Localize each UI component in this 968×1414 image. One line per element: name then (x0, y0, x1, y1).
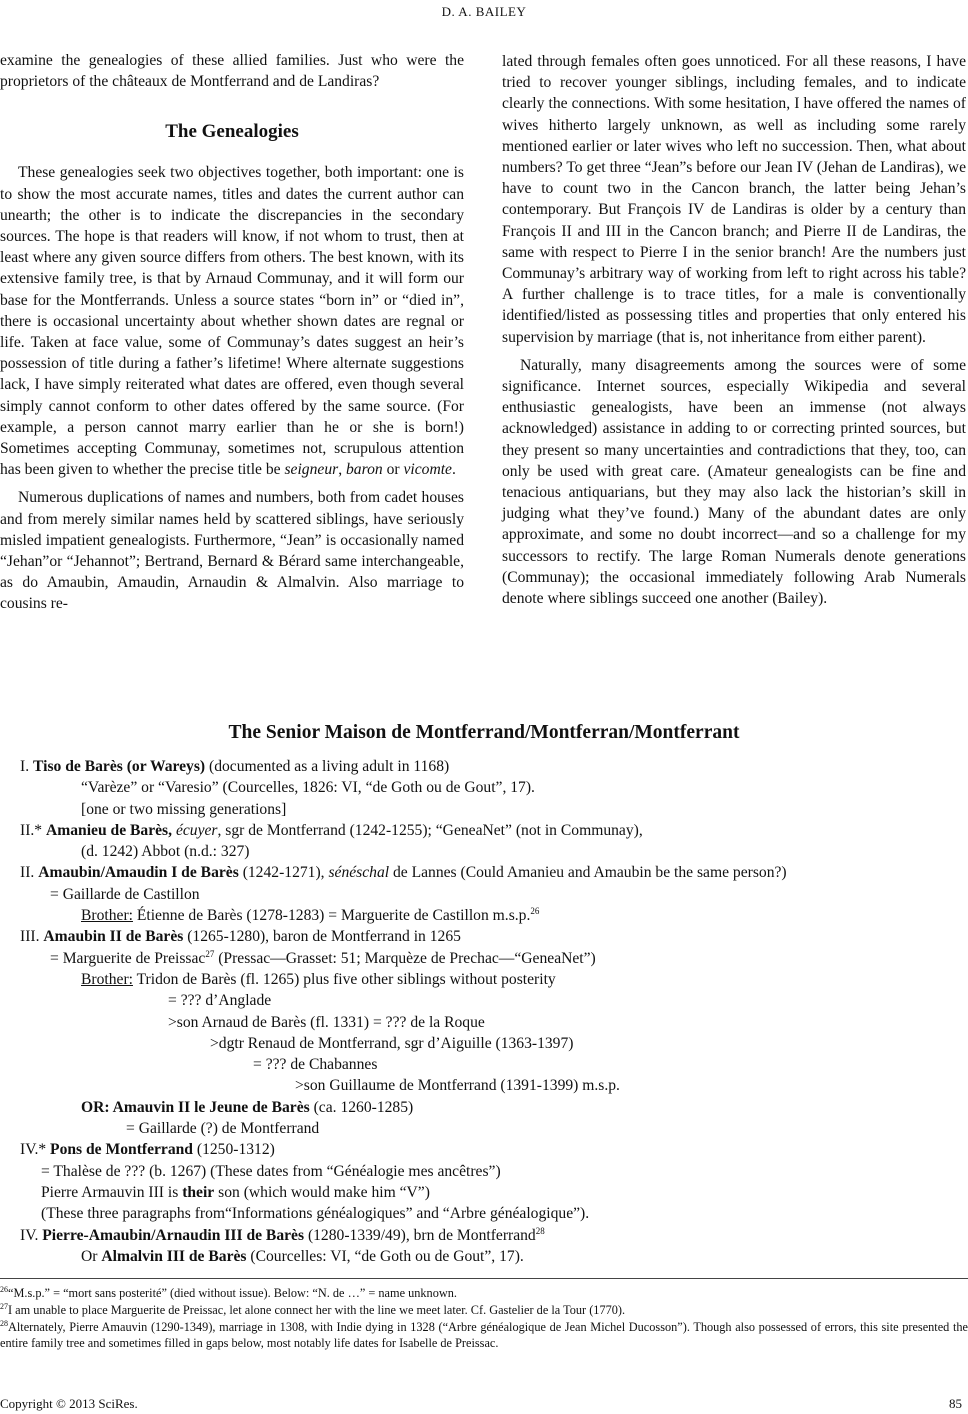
footnote-marker: 28 (0, 1318, 8, 1328)
footnote-rule (0, 1278, 968, 1279)
genealogy-text: = ??? d’Anglade (168, 992, 272, 1010)
genealogy-text: (1250-1312) (192, 1141, 275, 1159)
separator: . (451, 461, 456, 479)
footnote-ref: 27 (205, 948, 215, 959)
title-term: seigneur (284, 461, 339, 479)
genealogy-line (20, 1203, 960, 1224)
genealogy-text: III. (20, 928, 44, 946)
genealogy-text: (d. 1242) Abbot (n.d.: 327) (81, 843, 250, 861)
genealogy-line (20, 926, 960, 947)
paragraph: examine the genealogies of these allied families. Just who were the proprietors of the châteaux de Montferrand and de Landiras? (0, 52, 464, 91)
footnote-ref: 26 (530, 905, 540, 916)
genealogy-text: Pierre Armauvin III is (41, 1183, 183, 1201)
footnote-27 (0, 1302, 968, 1318)
genealogy-line (20, 1054, 960, 1075)
running-head: D. A. BAILEY (441, 4, 527, 19)
genealogy-text: “Varèze” or “Varesio” (Courcelles, 1826: VI, “de Goth ou de Gout”, 17). (81, 779, 535, 797)
genealogy-line (20, 1097, 960, 1118)
left-column (0, 50, 464, 615)
right-column (502, 51, 966, 609)
separator: or (382, 461, 404, 479)
genealogy-text: Amanieu de Barès, (45, 821, 173, 839)
genealogy-text: (These three paragraphs from“Informations généalogiques” and “Arbre généalogique”). (41, 1205, 590, 1223)
genealogy-line (20, 1139, 960, 1160)
genealogy-line (20, 1012, 960, 1033)
genealogy-text: (documented as a living adult in 1168) (205, 758, 450, 775)
genealogy-text: II.* (20, 821, 46, 839)
genealogy-text: Or (81, 1247, 102, 1265)
genealogy-line (20, 990, 960, 1011)
paragraph: Naturally, many disagreements among the sources were of some significance. Internet sources, especially Wikipedia and several enthusiastic genealogists, have been an immense (not always acknowledged) assistance in adding to or correcting printed sources, but they present so many uncertainties and contradictions that they, too, can only be used with great care. (Amateur genealogists can be fine and tenacious antiquarians, but they may also lack the historian’s skill in judging what they’ve found.) Many of the abundant dates are only approximate, and some no doubt incorrect—and so a challenge for my successors to rectify. The large Roman Numerals denote generations (Communay); the occasional immediately following Arab Numerals denote where siblings succeed one another (Bailey). (502, 356, 966, 608)
genealogy-text: Brother: (81, 907, 133, 925)
genealogy-text: = Gaillarde de Castillon (50, 885, 200, 903)
genealogy-text: >son Guillaume de Montferrand (1391-1399) m.s.p. (295, 1077, 620, 1095)
genealogy-line (20, 820, 960, 841)
genealogy-line (20, 862, 960, 883)
genealogy-text: IV. (20, 1226, 43, 1244)
genealogy-line (20, 1118, 960, 1139)
genealogy-text: = ??? de Chabannes (253, 1056, 378, 1074)
footnote-ref: 28 (535, 1225, 545, 1236)
title-term: vicomte (403, 461, 452, 479)
genealogy-text: (1242-1271), (238, 864, 329, 882)
genealogy-line (20, 1075, 960, 1096)
genealogy-line (20, 969, 960, 990)
genealogy-text: , sgr de Montferrand (1242-1255); “GeneaNet” (not in Communay), (217, 821, 643, 839)
genealogy-text: Amaubin II de Barès (43, 928, 184, 946)
genealogy-text: Pons de Montferrand (50, 1141, 193, 1159)
genealogy-line (20, 948, 960, 969)
genealogy-text: Tridon de Barès (fl. 1265) plus five other siblings without posterity (132, 970, 556, 988)
genealogy-text: (1265-1280), baron de Montferrand in 1265 (183, 928, 461, 946)
genealogy-line (20, 777, 960, 798)
genealogy-text: I. (20, 758, 33, 775)
genealogy-text: de Lannes (Could Amanieu and Amaubin be the same person?) (389, 864, 787, 882)
copyright: Copyright © 2013 SciRes. (0, 1396, 138, 1411)
footnote-28 (0, 1319, 968, 1351)
genealogy-line (20, 756, 960, 777)
genealogy-text: >son Arnaud de Barès (fl. 1331) = ??? de la Roque (168, 1013, 485, 1031)
genealogy-text: Pierre-Amaubin/Arnaudin III de Barès (42, 1226, 305, 1244)
title-term: baron (345, 461, 383, 479)
separator: , (338, 461, 346, 479)
genealogy-text: = Marguerite de Preissac (50, 949, 206, 967)
genealogy-line (20, 1225, 960, 1246)
paragraph: Numerous duplications of names and numbers, both from cadet houses and from merely similar names held by scattered siblings, have seriously misled impatient genealogists. Furthermore, “Jean” is occasionally named “Jehan”or “Jehannot”; Bertrand, Bernard & Bérard same interchangeable, as do Amaubin, Amaudin, Arnaudin & Almalvin. Also marriage to cousins re- (0, 489, 464, 613)
genealogy-line (20, 1246, 960, 1267)
genealogy-text: (1280-1339/49), brn de Montferrand (304, 1226, 536, 1244)
paragraph: lated through females often goes unnoticed. For all these reasons, I have tried to recover younger siblings, including females, and to indicate clearly the connections. With some hesitation, I have offered the names of wives hitherto largely unknown, as well as including some rarely mentioned earlier or later wives who left no succession. Then, what about numbers? To get three “Jean”s before our Jean IV (Jehan de Landiras), we have to count two in the Cancon branch, the latter being Jehan’s contemporary. But François IV de Landiras is older by a century than François II and III in the Cancon branch; and Pierre II de Landiras, the same with respect to Pierre I in the senior branch! Are the numbers just Communay’s arbitrary way of working from left to right across his table?A further challenge is to trace titles, for a male is conventionally identified/listed as possessing titles and properties that only entered his supervision by marriage (that is, not inheritance from either parent). (502, 53, 966, 346)
genealogy-text: II. (20, 864, 39, 882)
genealogy-text: IV.* (20, 1141, 51, 1159)
genealogy-line (20, 884, 960, 905)
genealogy-line (20, 1033, 960, 1054)
genealogy-text: OR: Amauvin II le Jeune de Barès (81, 1098, 310, 1116)
paragraph-text: These genealogies seek two objectives together, both important: one is to show the most accurate names, titles and dates the current author can unearth; the other is to indicate the discrepancies in the secondary sources. The hope is that readers will know, if not whom to trust, then at least where any given source differs from others. The best known, with its extensive family tree, is that by Arnaud Communay, and it will form our base for the Montferrands. Unless a source states “born in” or “died in”, there is occasional uncertainty about whether shown dates are regnal or life. Taken at face value, some of Communay’s dates suggest an heir’s possession of title during a father’s lifetime! Where alternate suggestions lack, I have simply reiterated what dates are offered, even though several simply cannot conform to other dates offered by the same source. (For example, a person cannot marry earlier than he or she is born!) Sometimes accepting Communay, sometimes not, scrupulous attention has been given to whether the precise title be (0, 164, 464, 479)
genealogy-text: (ca. 1260-1285) (309, 1098, 414, 1116)
footnote-marker: 26 (0, 1284, 8, 1294)
footnote-text: “M.s.p.” = “mort sans posterité” (died without issue). Below: “N. de …” = name unknown. (8, 1286, 457, 1300)
genealogy-text: son (which would make him “V”) (214, 1183, 430, 1201)
paragraph (0, 162, 464, 480)
section-heading: The Senior Maison de Montferrand/Montferran/Montferrant (228, 722, 740, 743)
genealogy-text: [one or two missing generations] (81, 800, 287, 818)
genealogy-text: sénéschal (328, 864, 390, 882)
footnote-text: I am unable to place Marguerite de Preissac, let alone connect her with the line we meet later. Cf. Gastelier de la Tour (1770). (8, 1303, 626, 1317)
genealogy-text: Tiso de Barès (or Wareys) (33, 758, 206, 775)
section-heading: The Genealogies (165, 121, 299, 143)
genealogy-line (20, 841, 960, 862)
genealogy-text: = Gaillarde (?) de Montferrand (126, 1120, 320, 1138)
footnote-26 (0, 1285, 968, 1301)
genealogy-text: écuyer (175, 821, 218, 839)
genealogy-text: (Courcelles: VI, “de Goth ou de Gout”, 17). (246, 1247, 524, 1265)
genealogy-text: Amaubin/Amaudin I de Barès (38, 864, 239, 882)
genealogy-text: their (182, 1183, 215, 1201)
genealogy-text: = Thalèse de ??? (b. 1267) (These dates from “Généalogie mes ancêtres”) (41, 1162, 501, 1180)
genealogy-line (20, 905, 960, 926)
footnote-marker: 27 (0, 1301, 8, 1311)
genealogy-list (20, 756, 960, 1267)
genealogy-text: Almalvin III de Barès (101, 1247, 247, 1265)
genealogy-text: >dgtr Renaud de Montferrand, sgr d’Aiguille (1363-1397) (210, 1034, 574, 1052)
genealogy-line (20, 1182, 960, 1203)
page-number: 85 (949, 1396, 962, 1411)
genealogy-line (20, 799, 960, 820)
genealogy-text: (Pressac—Grasset: 51; Marquèze de Prechac—“GeneaNet”) (214, 949, 596, 967)
genealogy-text: Brother: (81, 970, 133, 988)
genealogy-line (20, 1161, 960, 1182)
genealogy-text: Étienne de Barès (1278-1283) = Marguerite de Castillon m.s.p. (132, 907, 531, 925)
footnote-text: Alternately, Pierre Amauvin (1290-1349), marriage in 1308, with Indie dying in 1328 (“Arbre généalogique de Jean Michel Ducosson”). Though also possessed of errors, this site presented the entire family tree and sometimes filled in gaps below, most notably life dates for Isabelle de Preissac. (0, 1320, 968, 1350)
